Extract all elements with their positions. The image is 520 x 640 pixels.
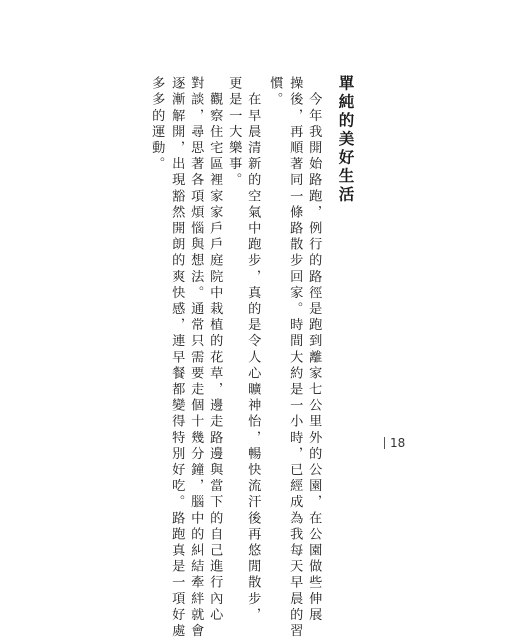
- text-line-4: 在早晨清新的空氣中跑步，真的是令人心曠神怡，暢快流汗後再悠閒散步，: [245, 76, 261, 624]
- page-number: [384, 437, 405, 449]
- text-line-2: 操後，再順著同一條路散步回家。時間大約是一小時，已經成為我每天早晨的習: [287, 76, 303, 640]
- text-line-9: 多多的運動。: [149, 76, 165, 173]
- text-line-3: 慣。: [267, 76, 283, 109]
- text-line-1: 今年我開始路跑，例行的路徑是跑到離家七公里外的公園，在公園做些伸展: [306, 76, 322, 624]
- text-line-8: 逐漸解開，出現豁然開朗的爽快感，連早餐都變得特別好吃。路跑真是一項好處: [169, 76, 185, 640]
- page-number-value: 18: [390, 436, 406, 450]
- text-line-6: 觀察住宅區裡家家戶戶庭院中栽植的花草，邊走路邊與當下的自己進行內心: [207, 76, 223, 624]
- chapter-title: 單純的美好生活: [336, 75, 356, 205]
- text-line-5: 更是一大樂事。: [226, 76, 242, 189]
- text-line-7: 對談，尋思著各項煩惱與想法。通常只需要走個十幾分鐘，腦中的糾結牽絆就會: [188, 76, 204, 640]
- page-number-divider: [384, 437, 385, 449]
